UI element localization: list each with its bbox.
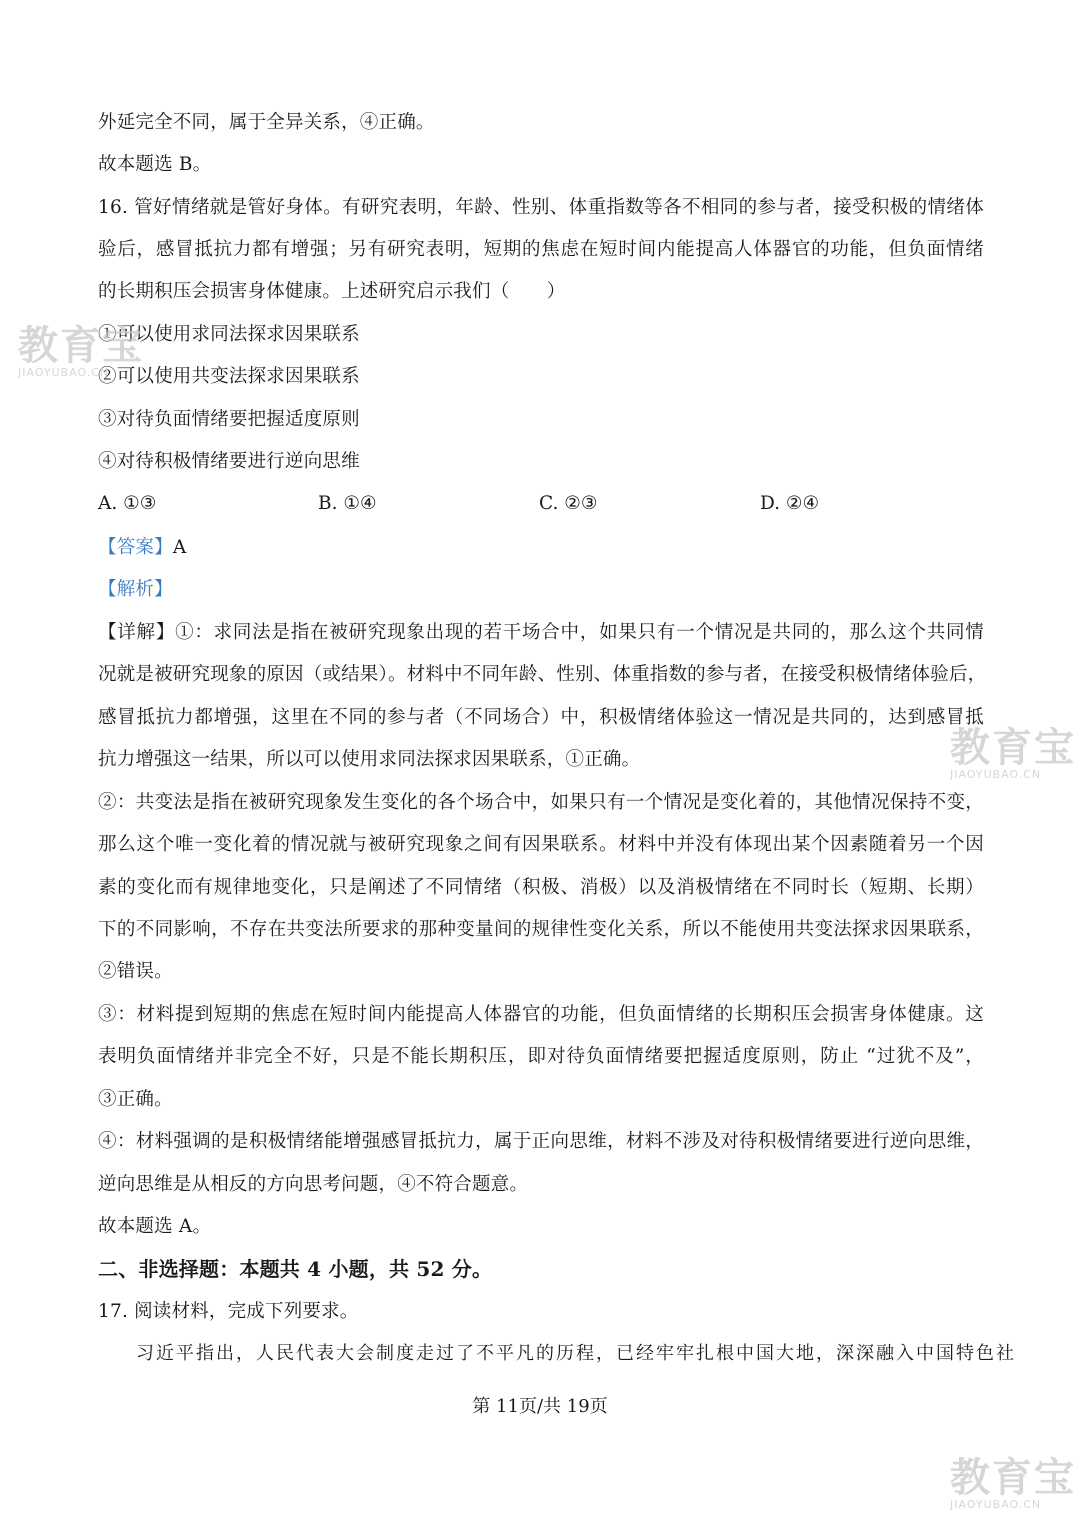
detail-tag: 【详解】 bbox=[98, 622, 176, 643]
question-17-material: 习近平指出，人民代表大会制度走过了不平凡的历程，已经牢牢扎根中国大地，深深融入中国特色社 bbox=[136, 1343, 1016, 1364]
statement-1: ①可以使用求同法探求因果联系 bbox=[98, 324, 360, 345]
detail-paragraph: 那么这个唯一变化着的情况就与被研究现象之间有因果联系。材料中并没有体现出某个因素随着另一个因 bbox=[98, 834, 984, 855]
statement-3: ③对待负面情绪要把握适度原则 bbox=[98, 409, 360, 430]
question-16-stem: 16. 管好情绪就是管好身体。有研究表明，年龄、性别、体重指数等各不相同的参与者，接受积极的情绪体 bbox=[98, 197, 984, 218]
analysis-line bbox=[98, 578, 984, 602]
page-number: 第 11页/共 19页 bbox=[472, 1396, 608, 1417]
answer-options bbox=[98, 493, 958, 517]
detail-paragraph: 逆向思维是从相反的方向思考问题，④不符合题意。 bbox=[98, 1174, 529, 1195]
detail-paragraph: ③：材料提到短期的焦虑在短时间内能提高人体器官的功能，但负面情绪的长期积压会损害身体健康。这 bbox=[98, 1004, 984, 1025]
detail-paragraph: 表明负面情绪并非完全不好，只是不能长期积压，即对待负面情绪要把握适度原则，防止 “过犹不及”， bbox=[98, 1046, 984, 1067]
question-16-stem: 的长期积压会损害身体健康。上述研究启示我们（ ） bbox=[98, 281, 566, 302]
detail-paragraph: 抗力增强这一结果，所以可以使用求同法探求因果联系，①正确。 bbox=[98, 749, 641, 770]
watermark-logo: 教育宝 JIAOYUBAO.CN bbox=[950, 725, 1076, 781]
detail-conclusion: 故本题选 A。 bbox=[98, 1216, 212, 1237]
detail-paragraph: 况就是被研究现象的原因（或结果）。材料中不同年龄、性别、体重指数的参与者，在接受积极情绪体验后， bbox=[98, 664, 987, 685]
question-16-stem: 验后，感冒抵抗力都有增强；另有研究表明，短期的焦虑在短时间内能提高人体器官的功能，但负面情绪 bbox=[98, 239, 984, 260]
detail-paragraph: 下的不同影响，不存在共变法所要求的那种变量间的规律性变化关系，所以不能使用共变法探求因果联系， bbox=[98, 919, 984, 940]
text-line: 故本题选 B。 bbox=[98, 154, 212, 175]
detail-paragraph: ②：共变法是指在被研究现象发生变化的各个场合中，如果只有一个情况是变化着的，其他情况保持不变， bbox=[98, 792, 984, 813]
watermark-logo: 教育宝 JIAOYUBAO.CN bbox=[950, 1455, 1076, 1511]
option-d: D. ②④ bbox=[760, 493, 820, 514]
question-17-stem: 17. 阅读材料，完成下列要求。 bbox=[98, 1301, 359, 1322]
option-b: B. ①④ bbox=[318, 493, 377, 514]
analysis-tag: 【解析】 bbox=[98, 579, 173, 600]
detail-paragraph: 感冒抵抗力都增强，这里在不同的参与者（不同场合）中，积极情绪体验这一情况是共同的，达到感冒抵 bbox=[98, 707, 984, 728]
detail-paragraph: ③正确。 bbox=[98, 1089, 173, 1110]
detail-paragraph: ④：材料强调的是积极情绪能增强感冒抵抗力，属于正向思维，材料不涉及对待积极情绪要进行逆向思维， bbox=[98, 1131, 984, 1152]
section-heading: 二、非选择题：本题共 4 小题，共 52 分。 bbox=[98, 1257, 493, 1281]
text-line: 外延完全不同，属于全异关系，④正确。 bbox=[98, 112, 435, 133]
detail-paragraph: ②错误。 bbox=[98, 961, 173, 982]
option-c: C. ②③ bbox=[539, 493, 598, 514]
statement-4: ④对待积极情绪要进行逆向思维 bbox=[98, 451, 360, 472]
answer-value: A bbox=[172, 537, 187, 558]
watermark-logo: 教育宝 JIAOYUBAO.CN bbox=[18, 323, 144, 379]
statement-2: ②可以使用共变法探求因果联系 bbox=[98, 366, 360, 387]
answer-line bbox=[98, 536, 984, 560]
detail-paragraph: 素的变化而有规律地变化，只是阐述了不同情绪（积极、消极）以及消极情绪在不同时长（短期、长期） bbox=[98, 877, 984, 898]
answer-tag: 【答案】 bbox=[98, 537, 173, 558]
option-a: A. ①③ bbox=[98, 493, 157, 514]
detail-paragraph: 【详解】①：求同法是指在被研究现象出现的若干场合中，如果只有一个情况是共同的，那么这个共同情 bbox=[98, 622, 984, 643]
